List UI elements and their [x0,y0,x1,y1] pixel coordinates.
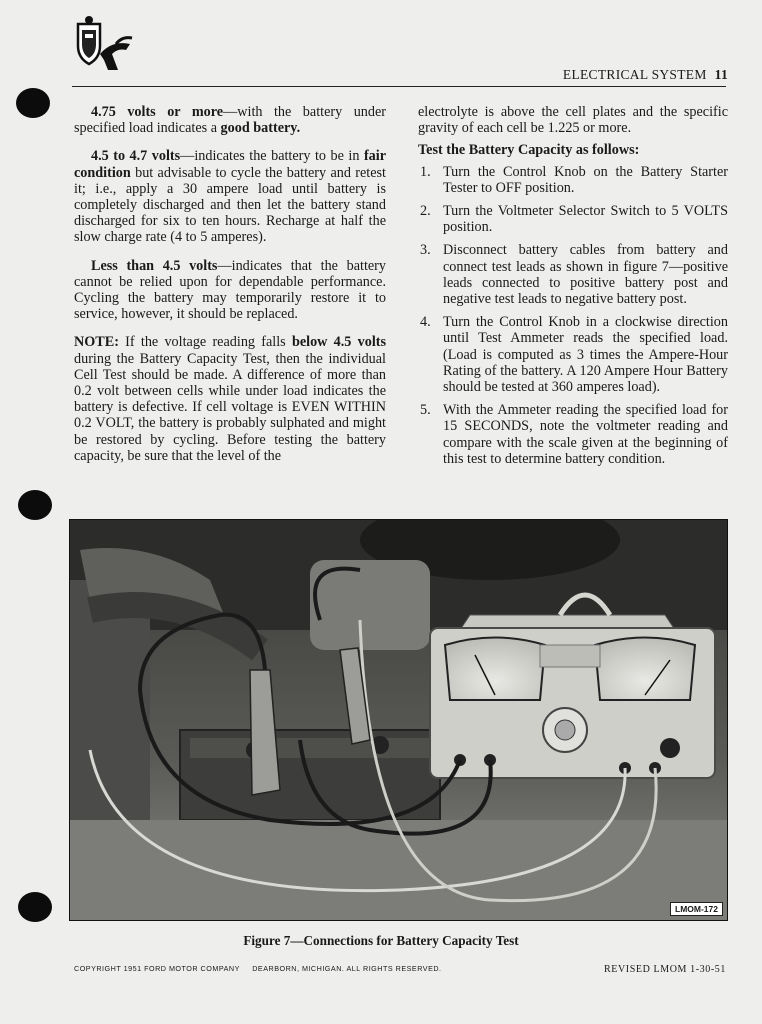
right-column [418,104,728,474]
good-voltage-range: 4.75 volts or more [91,104,224,120]
paragraph-replace [74,258,386,323]
procedure-step [418,203,728,235]
paragraph-text: If the voltage reading falls [118,334,292,351]
fair-voltage-range: 4.5 to 4.7 volts [91,148,181,165]
procedure-step [418,242,728,307]
step-text: With the Ammeter reading the specified load for 15 SECONDS, note the voltmeter reading and compare with the scale given at the beginning of this test to determine battery condition. [443,402,728,467]
good-battery-term: good battery. [220,120,301,137]
step-number: 4. [420,314,431,331]
binder-hole-middle [18,490,52,520]
note-paragraph [74,334,386,464]
copyright-notice: COPYRIGHT 1951 FORD MOTOR COMPANY DEARBORN, MICHIGAN. ALL RIGHTS RESERVED. [74,964,442,973]
figure-reference-tag: LMOM-172 [670,902,723,916]
procedure-step [418,164,728,196]
paragraph-good-battery [74,104,386,136]
binder-hole-top [16,88,50,118]
step-text: Turn the Voltmeter Selector Switch to 5 VOLTS position. [443,203,728,236]
section-title: ELECTRICAL SYSTEM [562,67,707,82]
battery-tester-photo [70,520,727,920]
ford-crest-logo [72,14,136,74]
binder-hole-bottom [18,892,52,922]
paragraph-text: —indicates that the battery cannot be relied upon for dependable performance. Cycling the battery may temporarily restore it to service, however, it should be replaced. [74,257,386,323]
paragraph-text: —with the battery under specified load indicates a [74,104,386,137]
figure-photo [69,519,728,921]
header-rule [72,86,726,87]
paragraph-text: but advisable to cycle the battery and retest it; i.e., apply a 30 ampere load until battery is completely discharged and then let the battery stand discharged for six to ten hours. Recharge at half the slow charge rate (4 to 5 amperes). [74,164,386,246]
paragraph-text: —indicates the battery to be in [180,148,364,165]
revision-notice: REVISED LMOM 1-30-51 [604,964,726,975]
paragraph-fair-condition [74,148,386,245]
step-number: 1. [420,163,431,180]
note-label: NOTE: [74,334,119,351]
note-threshold: below 4.5 volts [291,334,387,351]
step-number: 3. [420,242,431,259]
step-text: Disconnect battery cables from battery and connect test leads as shown in figure 7—positive leads connected to positive battery post and negative test leads to negative battery post. [443,242,728,308]
procedure-title: Test the Battery Capacity as follows: [418,142,640,159]
left-column [74,104,386,476]
procedure-steps [418,164,728,467]
page-number: 11 [714,67,728,82]
continued-paragraph: electrolyte is above the cell plates and the specific gravity of each cell be 1.225 or more. [418,104,728,137]
fair-condition-term: fair condition [74,148,386,181]
procedure-step [418,314,728,395]
page-header [563,67,728,83]
step-number: 2. [420,203,431,220]
step-number: 5. [420,402,431,419]
paragraph-text: during the Battery Capacity Test, then the individual Cell Test should be made. A difference of more than 0.2 volt between cells while under load indicates the battery is defective. If cell voltage is EVEN WITHIN 0.2 VOLT, the battery is probably sulphated and might be restored by cycling. Before testing the battery capacity, be sure that the level of the [74,350,386,464]
procedure-step [418,402,728,467]
step-text: Turn the Control Knob on the Battery Starter Tester to OFF position. [443,163,728,196]
figure-caption: Figure 7—Connections for Battery Capacity Test [243,933,519,948]
low-voltage-range: Less than 4.5 volts [91,257,218,274]
step-text: Turn the Control Knob in a clockwise direction until Test Ammeter reads the specified load. (Load is computed as 3 times the Ampere-Hour Rating of the battery. A 120 Ampere Hour Battery should be tested at 360 amperes load). [443,314,728,396]
